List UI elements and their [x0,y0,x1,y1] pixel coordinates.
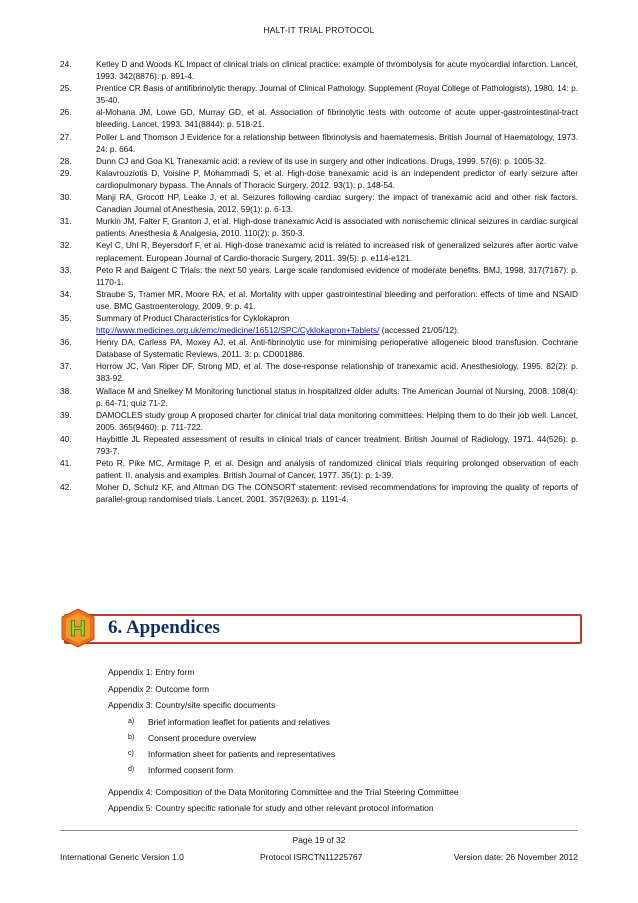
reference-text: Haybittle JL Repeated assessment of results in clinical trials of cancer treatment. British Journal of Radiology, 1971. 44(526): p. 793-7. [96,433,578,456]
appendix-subitem [108,762,588,778]
subitem-letter: b) [128,733,135,741]
reference-item [60,385,578,409]
reference-text: Straube S, Tramer MR, Moore RA, et al. Mortality with upper gastrointestinal bleeding and perforation: effects of time and NSAID use. BMC Gastroenterology, 2009. 9: p. 41. [96,288,578,311]
reference-text: DAMOCLES study group A proposed charter for clinical trial data monitoring committees: Helping them to do their job well. Lancet, 2005. 365(9460): p. 711-722. [96,409,578,432]
appendix-item: Appendix 3: Country/site specific documents [108,700,276,710]
halt-it-logo-icon [60,608,96,648]
reference-item [60,131,578,155]
appendix-list [108,664,588,817]
appendix-subitem [108,730,588,746]
reference-item [60,239,578,263]
appendix-subitem [108,746,588,762]
reference-number: 30. [60,192,72,203]
subitem-letter: c) [128,749,134,757]
reference-item [60,360,578,384]
reference-text: Murkin JM, Falter F, Granton J, et al. High-dose tranexamic Acid is associated with nonischemic clinical seizures in cardiac surgical patients. Anesthesia & Analgesia, 2010. 110(2): p. 350-3. [96,216,578,239]
reference-number: 35. [60,312,72,323]
reference-text: Prentice CR Basis of antifibrinolytic therapy. Journal of Clinical Pathology. Supplement (Royal College of Pathologists), 1980. 14: p. 35-40. [96,83,578,106]
reference-number: 40. [60,433,72,444]
subitem-letter: a) [128,717,135,725]
reference-number: 38. [60,385,72,396]
reference-item [60,312,578,336]
reference-item [60,409,578,433]
reference-text: Horrow JC, Van Riper DF, Strong MD, et al. The dose-response relationship of tranexamic acid. Anesthesiology, 1995. 82(2): p. 383-92. [96,361,578,384]
reference-list [60,58,578,505]
reference-item [60,215,578,239]
reference-text: Kalavrouziotis D, Voisine P, Mohammadi S, et al. High-dose tranexamic acid is an independent predictor of early seizure after cardiopulmonary bypass. The Annals of Thoracic Surgery, 2012. 93(1): p. 148-54. [96,167,578,190]
reference-number: 32. [60,240,72,251]
appendix-item: Appendix 5: Country specific rationale for study and other relevant protocol information [108,803,434,813]
reference-number: 41. [60,458,72,469]
reference-item [60,82,578,106]
subitem-text: Brief information leaflet for patients and relatives [148,716,330,727]
reference-number: 31. [60,216,72,227]
appendix-item: Appendix 2: Outcome form [108,683,210,694]
reference-number: 34. [60,288,72,299]
footer-divider [60,830,578,831]
reference-number: 33. [60,264,72,275]
reference-text: Wallace M and Shelkey M Monitoring functional status in hospitalized older adults. The American Journal of Nursing, 2008. 108(4): p. 64-71; quiz 71-2. [96,385,578,408]
reference-item [60,457,578,481]
subitem-letter: d) [128,765,135,773]
reference-accessed: (accessed 21/05/12). [379,325,460,336]
section-title: 6. Appendices [108,617,220,638]
reference-item [60,481,578,505]
reference-item [60,155,578,167]
reference-number: 36. [60,337,72,348]
appendix-item: Appendix 4: Composition of the Data Monitoring Committee and the Trial Steering Committee [108,786,459,797]
page-number: Page 19 of 32 [292,835,346,845]
reference-number: 26. [60,107,72,118]
subitem-text: Informed consent form [148,764,234,775]
logo-letter: H [70,616,86,641]
reference-item [60,288,578,312]
reference-number: 27. [60,131,72,142]
reference-item [60,167,578,191]
reference-text: Moher D, Schulz KF, and Altman DG The CONSORT statement: revised recommendations for improving the quality of reports of parallel-group randomised trials. Lancet, 2001. 357(9263): p. 1191-4. [96,482,578,505]
reference-text: Dunn CJ and Goa KL Tranexamic acid: a review of its use in surgery and other indications. Drugs, 1999. 57(6): p. 1005-32. [96,155,547,166]
reference-item [60,191,578,215]
section-heading [60,610,582,646]
subitem-text: Information sheet for patients and representatives [148,748,336,759]
reference-item [60,336,578,360]
reference-title: Summary of Product Characteristics for Cyklokapron [96,312,290,323]
reference-text: Ketley D and Woods KL Impact of clinical trials on clinical practice: example of thrombolysis for acute myocardial infarction. Lancet, 1993. 342(8876): p. 891-4. [96,59,578,82]
appendix-item: Appendix 1: Entry form [108,667,195,677]
reference-link[interactable]: http://www.medicines.org.uk/emc/medicine/16512/SPC/Cyklokapron+Tablets/ [96,325,380,336]
reference-number: 24. [60,59,72,69]
reference-number: 42. [60,482,72,493]
reference-number: 28. [60,155,72,166]
reference-item [60,58,578,82]
running-header: HALT-IT TRIAL PROTOCOL [263,25,375,35]
reference-text [96,312,578,336]
subitem-text: Consent procedure overview [148,732,257,743]
reference-text: al-Mohana JM, Lowe GD, Murray GD, et al. Association of fibrinolytic tests with outcome of acute upper-gastrointestinal-tract bleeding. Lancet, 1993. 341(8844): p. 518-21. [96,107,578,130]
reference-number: 37. [60,361,72,372]
reference-item [60,106,578,130]
reference-text: Henry DA, Carless PA, Moxey AJ, et al. Anti-fibrinolytic use for minimising perioperative allogeneic blood transfusion. Cochrane Database of Systematic Reviews, 2011. 3: p. CD001886. [96,337,578,360]
reference-item [60,433,578,457]
reference-number: 39. [60,409,72,420]
reference-text: Manji RA, Grocott HP, Leake J, et al. Seizures following cardiac surgery: the impact of tranexamic acid and other risk factors. Canadian Journal of Anesthesia, 2012. 59(1): p. 6-13. [96,192,578,215]
appendix-subitem [108,714,588,730]
reference-text: Keyl C, Uhl R, Beyersdorf F, et al. High-dose tranexamic acid is related to increased risk of generalized seizures after aortic valve replacement. European Journal of Cardio-thoracic Surgery, 2011. 39(5): p. e114-e121. [96,240,578,263]
reference-text: Poller L and Thomson J Evidence for a relationship between fibrinolysis and haematemesis. British Journal of Haematology, 1973. 24: p. 664. [96,131,578,154]
reference-text: Peto R and Baigent C Trials: the next 50 years. Large scale randomised evidence of moderate benefits. BMJ, 1998. 317(7167): p. 1170-1. [96,264,578,287]
footer-version-date: Version date: 26 November 2012 [453,852,578,862]
footer-protocol-id: Protocol ISRCTN11225767 [260,852,363,862]
reference-text: Peto R, Pike MC, Armitage P, et al. Design and analysis of randomized clinical trials requiring prolonged observation of each patient. II. analysis and examples. British Journal of Cancer, 1977. 35(1): p. 1-39. [96,458,578,481]
footer-version: International Generic Version 1.0 [60,852,184,862]
reference-number: 25. [60,83,72,94]
reference-number: 29. [60,167,72,178]
reference-item [60,264,578,288]
